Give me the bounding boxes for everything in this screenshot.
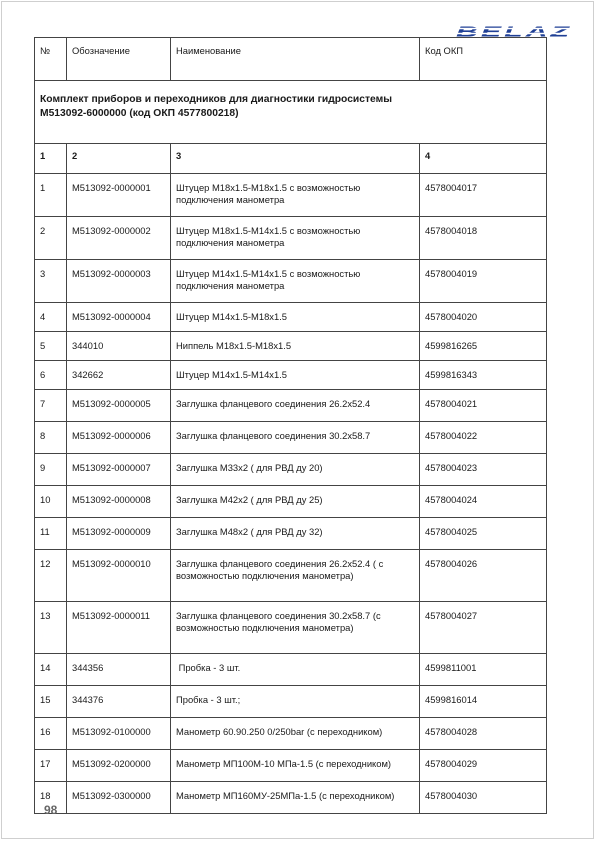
row-designation: М513092-0300000 xyxy=(67,782,171,814)
row-name: Манометр МП100М-10 МПа-1.5 (с переходником) xyxy=(171,750,420,782)
row-designation: М513092-0000008 xyxy=(67,486,171,518)
table-row xyxy=(35,518,547,550)
row-designation: М513092-0000003 xyxy=(67,260,171,303)
row-designation: 344356 xyxy=(67,654,171,686)
row-code: 4578004028 xyxy=(420,718,547,750)
column-number: 3 xyxy=(171,144,420,174)
header-designation: Обозначение xyxy=(67,38,171,81)
table-row xyxy=(35,332,547,361)
row-designation: М513092-0000007 xyxy=(67,454,171,486)
row-name: Заглушка фланцевого соединения 30.2х58.7 (с возможностью подключения манометра) xyxy=(171,602,420,654)
row-number: 3 xyxy=(35,260,67,303)
table-row xyxy=(35,550,547,602)
row-name: Манометр 60.90.250 0/250bar (с переходником) xyxy=(171,718,420,750)
table-row xyxy=(35,260,547,303)
row-designation: 344376 xyxy=(67,686,171,718)
row-designation: М513092-0000006 xyxy=(67,422,171,454)
row-name: Заглушка М48х2 ( для РВД ду 32) xyxy=(171,518,420,550)
row-name: Ниппель М18х1.5-М18х1.5 xyxy=(171,332,420,361)
row-name: Заглушка М33х2 ( для РВД ду 20) xyxy=(171,454,420,486)
row-designation: 344010 xyxy=(67,332,171,361)
row-code: 4578004020 xyxy=(420,303,547,332)
kit-title-line2: М513092-6000000 (код ОКП 4577800218) xyxy=(40,108,239,119)
table-row xyxy=(35,750,547,782)
row-number: 8 xyxy=(35,422,67,454)
row-designation: 342662 xyxy=(67,361,171,390)
row-number: 10 xyxy=(35,486,67,518)
row-number: 9 xyxy=(35,454,67,486)
row-name: Штуцер М14х1.5-М14х1.5 с возможностью подключения манометра xyxy=(171,260,420,303)
table-row xyxy=(35,718,547,750)
header-no: № xyxy=(35,38,67,81)
row-code: 4578004026 xyxy=(420,550,547,602)
header-name: Наименование xyxy=(171,38,420,81)
row-designation: М513092-0000011 xyxy=(67,602,171,654)
row-number: 7 xyxy=(35,390,67,422)
row-name: Заглушка М42х2 ( для РВД ду 25) xyxy=(171,486,420,518)
row-code: 4599811001 xyxy=(420,654,547,686)
row-designation: М513092-0000010 xyxy=(67,550,171,602)
row-number: 18 xyxy=(35,782,67,814)
row-code: 4578004022 xyxy=(420,422,547,454)
row-designation: М513092-0000004 xyxy=(67,303,171,332)
parts-table xyxy=(34,37,547,814)
row-number: 4 xyxy=(35,303,67,332)
row-designation: М513092-0000002 xyxy=(67,217,171,260)
belaz-logo xyxy=(455,24,573,38)
row-code: 4578004024 xyxy=(420,486,547,518)
table-row xyxy=(35,361,547,390)
row-name: Пробка - 3 шт.; xyxy=(171,686,420,718)
kit-title xyxy=(35,81,547,144)
row-designation: М513092-0000001 xyxy=(67,174,171,217)
row-number: 1 xyxy=(35,174,67,217)
svg-text:BELAZ: BELAZ xyxy=(456,24,572,38)
row-designation: М513092-0200000 xyxy=(67,750,171,782)
row-number: 17 xyxy=(35,750,67,782)
row-designation: М513092-0000009 xyxy=(67,518,171,550)
kit-title-row xyxy=(35,81,547,144)
row-name: Штуцер М18х1.5-М18х1.5 с возможностью подключения манометра xyxy=(171,174,420,217)
row-code: 4578004029 xyxy=(420,750,547,782)
row-number: 15 xyxy=(35,686,67,718)
row-designation: М513092-0100000 xyxy=(67,718,171,750)
row-code: 4599816343 xyxy=(420,361,547,390)
header-code: Код ОКП xyxy=(420,38,547,81)
row-name: Штуцер М18х1.5-М14х1.5 с возможностью подключения манометра xyxy=(171,217,420,260)
row-number: 12 xyxy=(35,550,67,602)
row-code: 4599816014 xyxy=(420,686,547,718)
table-header-row xyxy=(35,38,547,81)
page-number: 98 xyxy=(44,803,58,817)
row-code: 4578004030 xyxy=(420,782,547,814)
row-code: 4578004023 xyxy=(420,454,547,486)
row-number: 2 xyxy=(35,217,67,260)
column-number-row xyxy=(35,144,547,174)
row-name: Штуцер М14х1.5-М18х1.5 xyxy=(171,303,420,332)
row-number: 13 xyxy=(35,602,67,654)
row-name: Заглушка фланцевого соединения 30.2х58.7 xyxy=(171,422,420,454)
column-number: 1 xyxy=(35,144,67,174)
table-row xyxy=(35,454,547,486)
row-code: 4599816265 xyxy=(420,332,547,361)
row-name: Заглушка фланцевого соединения 26.2х52.4 ( с возможностью подключения манометра) xyxy=(171,550,420,602)
table-row xyxy=(35,654,547,686)
row-number: 11 xyxy=(35,518,67,550)
row-code: 4578004021 xyxy=(420,390,547,422)
table-row xyxy=(35,390,547,422)
row-number: 5 xyxy=(35,332,67,361)
table-row xyxy=(35,217,547,260)
row-code: 4578004018 xyxy=(420,217,547,260)
row-code: 4578004025 xyxy=(420,518,547,550)
row-code: 4578004017 xyxy=(420,174,547,217)
row-name: Пробка - 3 шт. xyxy=(171,654,420,686)
row-name: Заглушка фланцевого соединения 26.2х52.4 xyxy=(171,390,420,422)
table-row xyxy=(35,686,547,718)
column-number: 4 xyxy=(420,144,547,174)
row-number: 14 xyxy=(35,654,67,686)
table-row xyxy=(35,782,547,814)
row-name: Штуцер М14х1.5-М14х1.5 xyxy=(171,361,420,390)
table-row xyxy=(35,486,547,518)
table-row xyxy=(35,303,547,332)
row-code: 4578004027 xyxy=(420,602,547,654)
kit-title-line1: Комплект приборов и переходников для диагностики гидросистемы xyxy=(40,94,393,105)
row-code: 4578004019 xyxy=(420,260,547,303)
row-designation: М513092-0000005 xyxy=(67,390,171,422)
table-row xyxy=(35,422,547,454)
table-row xyxy=(35,174,547,217)
row-number: 16 xyxy=(35,718,67,750)
row-number: 6 xyxy=(35,361,67,390)
table-row xyxy=(35,602,547,654)
column-number: 2 xyxy=(67,144,171,174)
row-name: Манометр МП160МУ-25МПа-1.5 (с переходником) xyxy=(171,782,420,814)
